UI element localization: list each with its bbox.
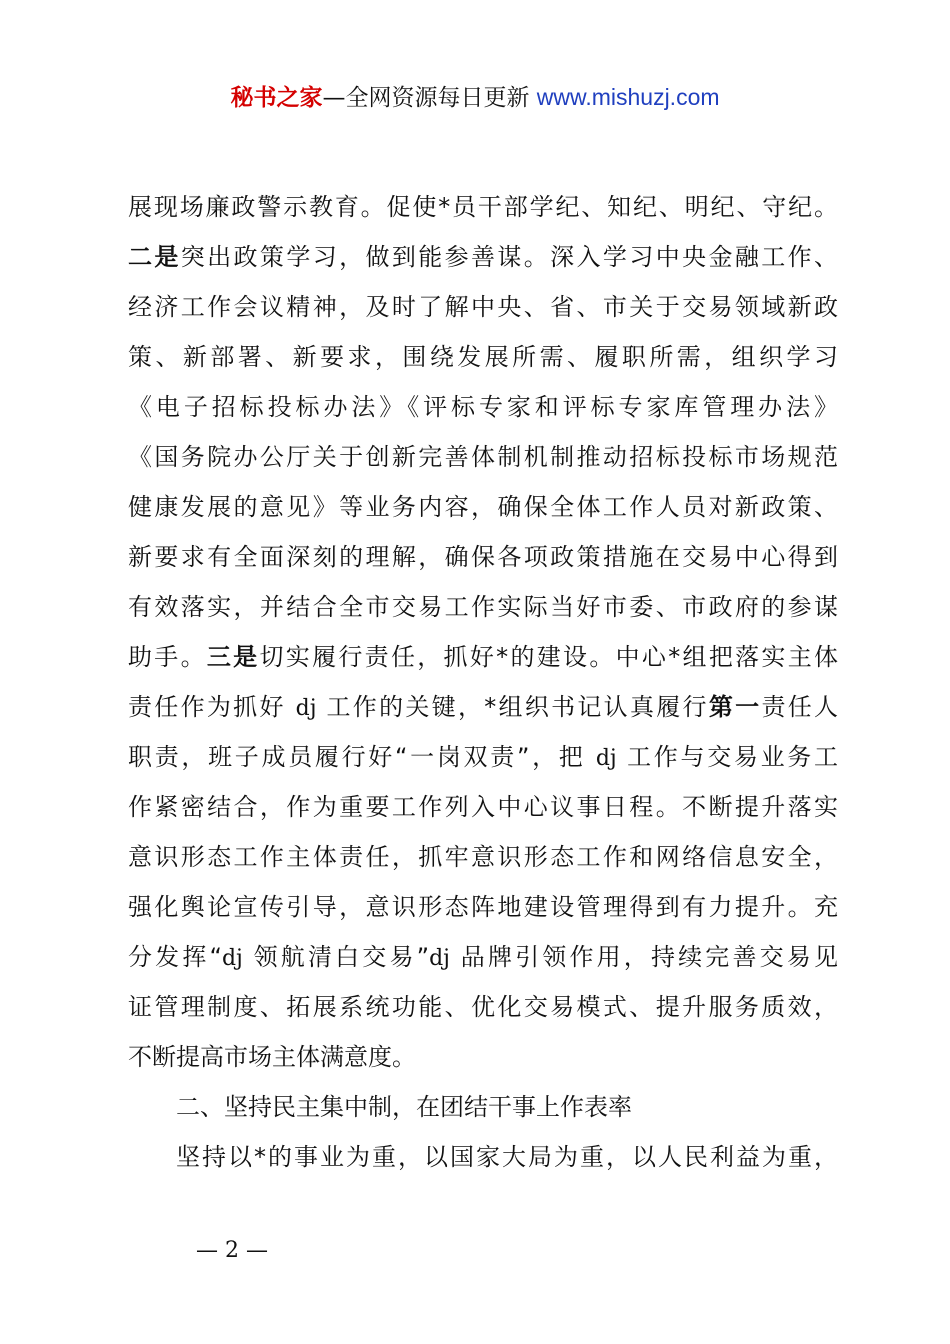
text-run: 品牌引领作用，持续完善交易见 <box>460 943 838 971</box>
text-run: 助手。 <box>128 643 207 671</box>
bold-run: 三是 <box>206 643 260 671</box>
section-heading <box>128 1082 838 1132</box>
body-line <box>128 332 838 382</box>
body-line <box>128 632 838 682</box>
text-run: 《电子招标投标办法》《评标专家和评标专家库管理办法》 <box>128 393 838 421</box>
text-run: 坚持以*的事业为重，以国家大局为重，以人民利益为重， <box>176 1143 838 1171</box>
text-run: 工作的关键，*组织书记认真履行 <box>326 693 709 721</box>
text-run: 策、新部署、新要求，围绕发展所需、履职所需，组织学习 <box>128 343 838 371</box>
page-number: — 2 — <box>196 1238 268 1263</box>
body-line <box>128 882 838 932</box>
text-run: 经济工作会议精神，及时了解中央、省、市关于交易领域新政 <box>128 293 838 321</box>
latin-run: dj <box>429 946 450 971</box>
text-run: 分发挥“ <box>128 943 222 971</box>
body-line <box>128 432 838 482</box>
text-run: 健康发展的意见》等业务内容，确保全体工作人员对新政策、 <box>128 493 838 521</box>
latin-run: dj <box>595 746 617 771</box>
body-line <box>128 482 838 532</box>
body-line <box>128 682 838 732</box>
text-run: 新要求有全面深刻的理解，确保各项政策措施在交易中心得到 <box>128 543 838 571</box>
text-run: 职责，班子成员履行好“一岗双责”，把 <box>128 743 586 771</box>
bold-run: 二是 <box>128 243 181 271</box>
text-run: 领航清白交易” <box>253 943 430 971</box>
text-run: 证管理制度、拓展系统功能、优化交易模式、提升服务质效， <box>128 993 838 1021</box>
text-run: 作紧密结合，作为重要工作列入中心议事日程。不断提升落实 <box>128 793 838 821</box>
header-tagline: —全网资源每日更新 <box>322 85 530 111</box>
page-header <box>0 80 950 115</box>
body-line <box>128 1132 838 1182</box>
body-line <box>128 1032 838 1082</box>
text-run: 强化舆论宣传引导，意识形态阵地建设管理得到有力提升。充 <box>128 893 838 921</box>
text-run: 有效落实，并结合全市交易工作实际当好市委、市政府的参谋 <box>128 593 838 621</box>
text-run: 展现场廉政警示教育。促使*员干部学纪、知纪、明纪、守纪。 <box>128 193 838 221</box>
bold-run: 第一 <box>708 693 762 721</box>
body-line <box>128 732 838 782</box>
text-run: 《国务院办公厅关于创新完善体制机制推动招标投标市场规范 <box>128 443 838 471</box>
heading-text: 二、坚持民主集中制，在团结干事上作表率 <box>176 1093 632 1121</box>
text-run: 意识形态工作主体责任，抓牢意识形态工作和网络信息安全， <box>128 843 838 871</box>
body-line <box>128 532 838 582</box>
text-run: 责任人 <box>761 693 839 721</box>
body-line <box>128 232 838 282</box>
text-run: 不断提高市场主体满意度。 <box>128 1043 416 1071</box>
text-run: 工作与交易业务工 <box>627 743 839 771</box>
text-run: 突出政策学习，做到能参善谋。深入学习中央金融工作、 <box>180 243 839 271</box>
text-run: 责任作为抓好 <box>128 693 286 721</box>
header-brand: 秘书之家 <box>230 85 323 111</box>
latin-run: dj <box>221 946 243 971</box>
body-line <box>128 182 838 232</box>
body-line <box>128 982 838 1032</box>
body-line <box>128 382 838 432</box>
body-line <box>128 782 838 832</box>
latin-run: dj <box>295 696 317 721</box>
body-line <box>128 832 838 882</box>
body-line <box>128 932 838 982</box>
body-line <box>128 582 838 632</box>
text-run: 切实履行责任，抓好*的建设。中心*组把落实主体 <box>259 643 839 671</box>
document-body <box>128 182 838 1182</box>
header-url[interactable]: www.mishuzj.com <box>536 84 720 110</box>
body-line <box>128 282 838 332</box>
